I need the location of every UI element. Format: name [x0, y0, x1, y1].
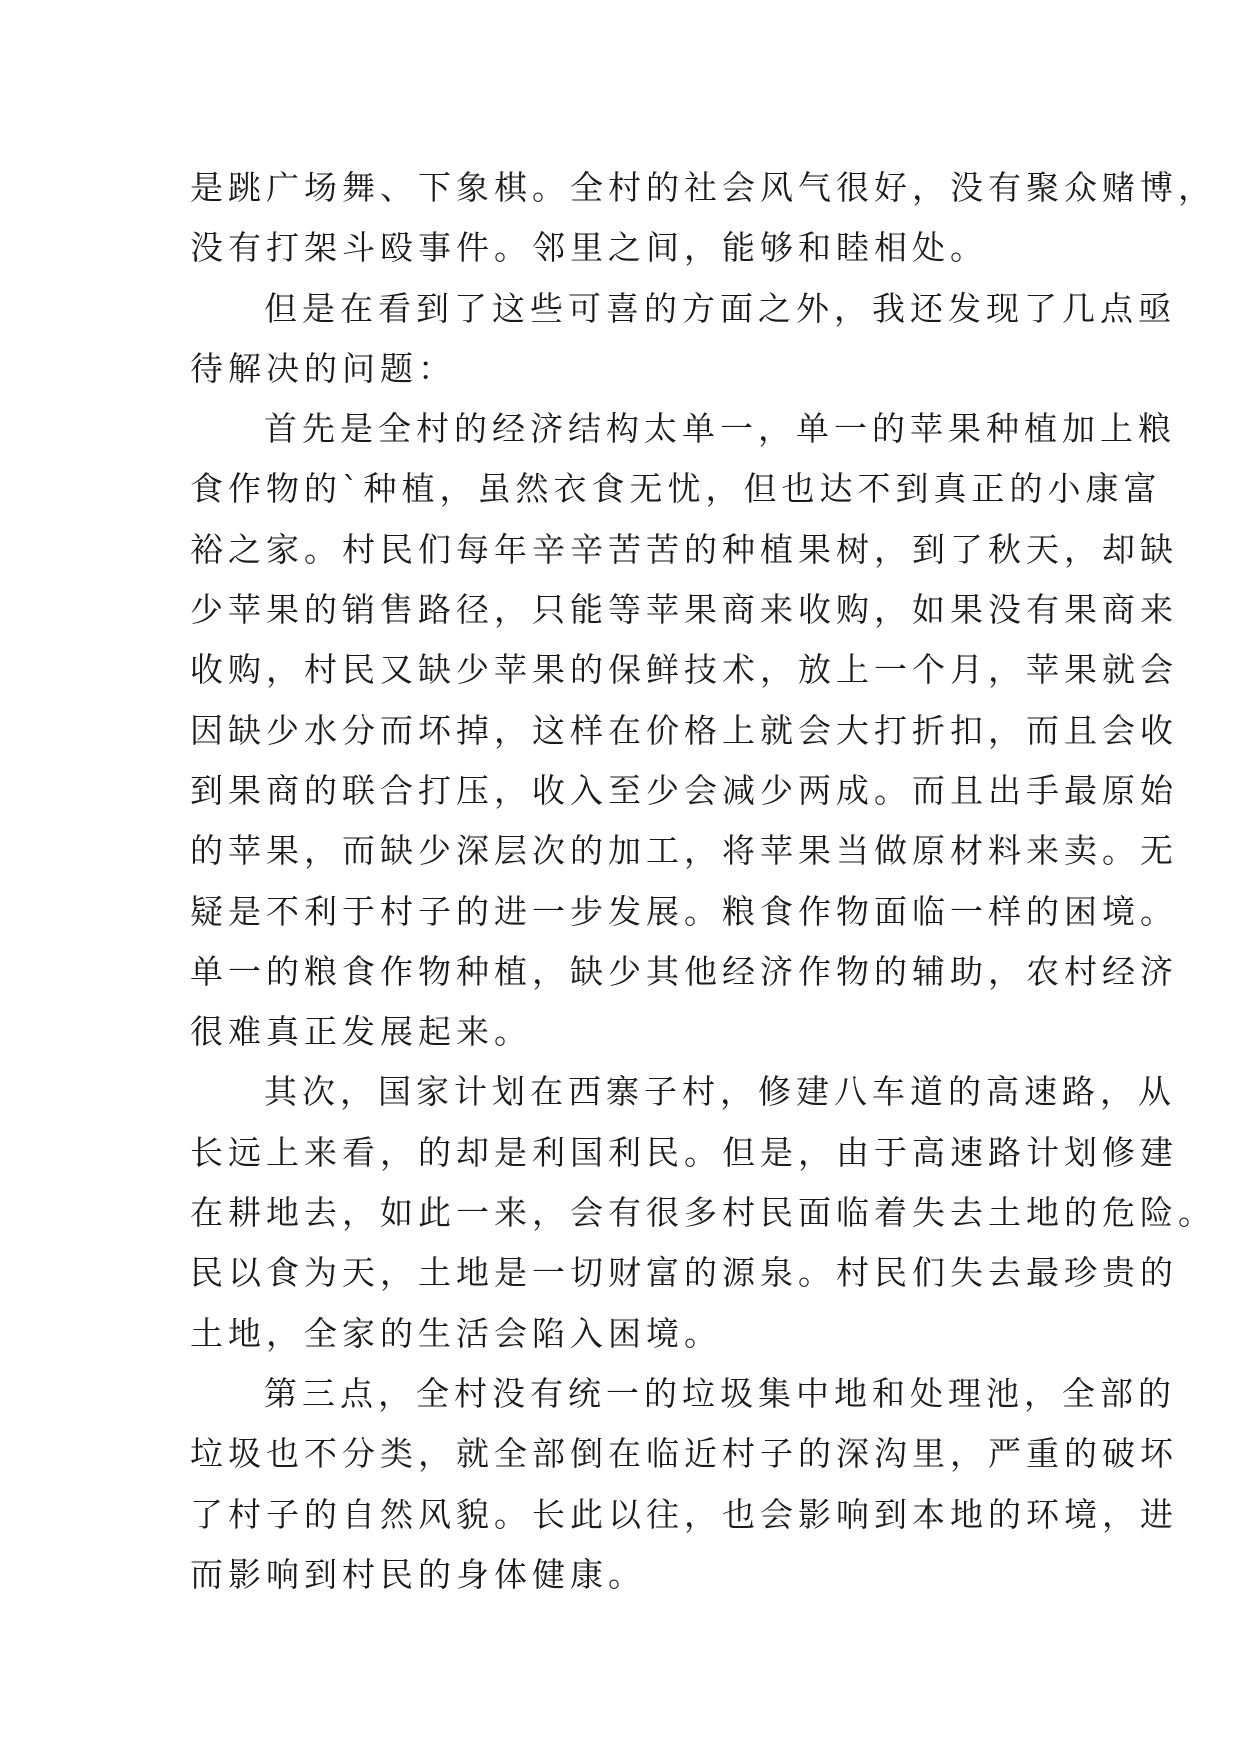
- paragraph-first-line: 但是在看到了这些可喜的方面之外，我还发现了几点亟: [264, 288, 1176, 328]
- text-line: 没有打架斗殴事件。邻里之间，能够和睦相处。: [190, 228, 988, 268]
- paragraph-first-line: 第三点，全村没有统一的垃圾集中地和处理池，全部的: [264, 1373, 1176, 1413]
- text-line: 垃圾也不分类，就全部倒在临近村子的深沟里，严重的破坏: [190, 1434, 1178, 1474]
- text-line: 食作物的`种植，虽然衣食无忧，但也达不到真正的小康富: [190, 469, 1162, 509]
- text-line: 的苹果，而缺少深层次的加工，将苹果当做原材料来卖。无: [190, 831, 1178, 871]
- text-line: 因缺少水分而坏掉，这样在价格上就会大打折扣，而且会收: [190, 710, 1178, 750]
- text-line: 待解决的问题：: [190, 348, 456, 388]
- text-line: 而影响到村民的身体健康。: [190, 1554, 646, 1594]
- document-body: [190, 158, 1216, 1605]
- text-line: 很难真正发展起来。: [190, 1012, 532, 1052]
- text-line: 土地，全家的生活会陷入困境。: [190, 1313, 722, 1353]
- text-line: 裕之家。村民们每年辛辛苦苦的种植果树，到了秋天，却缺: [190, 529, 1178, 569]
- paragraph-first-line: 其次，国家计划在西寨子村，修建八车道的高速路，从: [264, 1072, 1176, 1112]
- text-line: 少苹果的销售路径，只能等苹果商来收购，如果没有果商来: [190, 590, 1178, 630]
- text-line: 了村子的自然风貌。长此以往，也会影响到本地的环境，进: [190, 1494, 1178, 1534]
- text-line: 是跳广场舞、下象棋。全村的社会风气很好，没有聚众赌博，: [190, 168, 1216, 207]
- text-line: 单一的粮食作物种植，缺少其他经济作物的辅助，农村经济: [190, 951, 1178, 991]
- text-line: 到果商的联合打压，收入至少会减少两成。而且出手最原始: [190, 770, 1178, 810]
- paragraph-first-line: 首先是全村的经济结构太单一，单一的苹果种植加上粮: [264, 409, 1176, 449]
- text-line: 长远上来看，的却是利国利民。但是，由于高速路计划修建: [190, 1132, 1178, 1172]
- text-line: 民以食为天，土地是一切财富的源泉。村民们失去最珍贵的: [190, 1253, 1178, 1293]
- text-line: 收购，村民又缺少苹果的保鲜技术，放上一个月，苹果就会: [190, 650, 1178, 690]
- text-line: 疑是不利于村子的进一步发展。粮食作物面临一样的困境。: [190, 891, 1178, 931]
- text-line: 在耕地去，如此一来，会有很多村民面临着失去土地的危险。: [190, 1193, 1216, 1233]
